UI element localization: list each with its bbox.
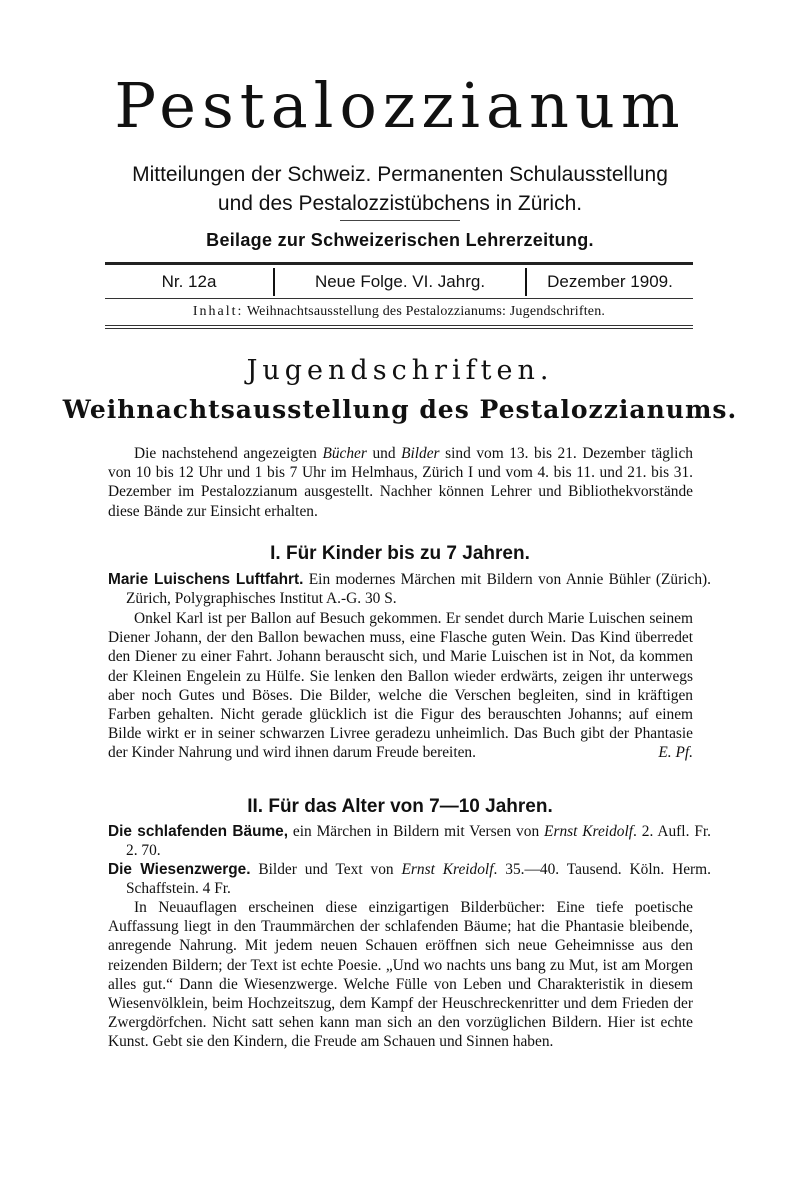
review-marie	[108, 609, 693, 763]
contents-line	[105, 304, 693, 320]
book-meta: ein Märchen in Bildern mit Versen von	[288, 823, 545, 840]
book-entry-wiesenzwerge	[108, 860, 711, 898]
issue-info-row	[105, 268, 693, 296]
divider-contents-1	[105, 325, 693, 326]
issue-date: Dezember 1909.	[547, 272, 673, 291]
review-text: In Neuauflagen erscheinen diese einzigartigen Bilderbücher: Eine tiefe poetische Auffassung liegt in den Traummärchen der schlafenden Bäume; hat die Phantasie bleibende, anregende Nahrung. Mit jedem neuen Schauen eröffnen sich neue Geheimnisse aus den reizenden Bildern; der Text ist echte Poesie. „Und wo nachts uns bang zu Mut, ist am Morgen alles gut.“ Dann die Wiesenzwerge. Welche Fülle von Leben und Charakteristik in diesem Wiesenvölklein, beim Hochzeitszug, dem Kampf der Heuschreckenritter und dem Frieden der Zwergdörfchen. Nicht satt sehen kann man sich an den vorzüglichen Bildern. Hier ist echte Kunst. Gebt sie den Kindern, die Freude am Schauen und Sinnen haben.	[108, 899, 693, 1051]
divider-issue-bottom	[105, 298, 693, 299]
book-title: Die Wiesenzwerge.	[108, 861, 251, 878]
review-signature: E. Pf.	[658, 744, 693, 762]
review-kreidolf	[108, 898, 693, 1052]
issue-series: Neue Folge. VI. Jahrg.	[314, 272, 486, 291]
article-subtitle: Weihnachtsausstellung des Pestalozzianums.	[62, 395, 738, 424]
book-entry-marie	[108, 570, 711, 608]
masthead-title: Pestalozzianum	[114, 69, 686, 142]
section-heading-2: II. Für das Alter von 7—10 Jahren.	[247, 796, 553, 817]
contents-label: Inhalt:	[192, 304, 244, 319]
intro-emphasis: Bilder	[401, 445, 440, 462]
issue-number: Nr. 12a	[161, 272, 217, 291]
intro-emphasis: Bücher	[322, 445, 367, 462]
book-entry-baeume	[108, 822, 711, 860]
book-meta: Bilder und Text von	[250, 861, 402, 878]
intro-text: und	[366, 445, 402, 462]
book-title: Marie Luischens Luftfahrt.	[108, 571, 304, 588]
subtitle-line-2: und des Pestalozzistübchens in Zürich.	[217, 192, 583, 215]
book-meta: Ein modernes Märchen mit Bildern von Annie Bühler (Zürich). Zürich, Polygraphisches Institut A.-G. 30 S.	[126, 571, 712, 608]
intro-text: Die nachstehend angezeigten	[134, 445, 323, 462]
supplement-note: Beilage zur Schweizerischen Lehrerzeitung.	[206, 230, 594, 250]
article-intro	[108, 444, 693, 521]
review-text: Onkel Karl ist per Ballon auf Besuch gekommen. Er sendet durch Marie Luischen seinem Diener Johann, der den Ballon bewachen muss, eine Flasche guten Wein. Das Kind überredet den Diener zu einer Fahrt. Johann berauscht sich, und Marie Luischen ist in Not, da kommen der Kleinen Engelein zu Hülfe. Sie lenken den Ballon wieder erdwärts, zeigen ihr unterwegs aber noch Gutes und Böses. Die Bilder, welche die Verschen begleiten, sind in kräftigen Farben gehalten. Nicht gerade glücklich ist die Figur des berauschten Johanns; auf einem Bilde wirkt er in seiner schwarzen Livree geradezu unheimlich. Das Buch gibt der Phantasie der Kinder Nahrung und wird ihnen darum Freude bereiten.	[108, 610, 693, 762]
section-heading-1: I. Für Kinder bis zu 7 Jahren.	[270, 543, 530, 564]
masthead-subtitle	[0, 160, 800, 218]
book-title: Die schlafenden Bäume,	[108, 823, 289, 840]
divider-top-thick	[105, 262, 693, 265]
book-meta: . 2. Aufl. Fr. 2. 70.	[126, 823, 712, 860]
article-title: Jugendschriften.	[246, 355, 554, 386]
divider-short	[340, 220, 460, 221]
book-meta: . 35.—40. Tausend. Köln. Herm. Schaffstein. 4 Fr.	[126, 861, 711, 898]
book-author: Ernst Kreidolf	[544, 823, 634, 840]
contents-text: Weihnachtsausstellung des Pestalozzianums: Jugendschriften.	[246, 304, 606, 319]
divider-contents-2	[105, 328, 693, 329]
book-author: Ernst Kreidolf	[401, 861, 494, 878]
intro-text: sind vom 13. bis 21. Dezember täglich von 10 bis 12 Uhr und 1 bis 7 Uhr im Helmhaus, Zürich I und vom 4. bis 11. und 21. bis 31. Dezember im Pestalozzianum ausgestellt. Nachher können Lehrer und Bibliothekvorstände diese Bände zur Einsicht erhalten.	[108, 445, 693, 520]
subtitle-line-1: Mitteilungen der Schweiz. Permanenten Schulausstellung	[132, 163, 668, 186]
